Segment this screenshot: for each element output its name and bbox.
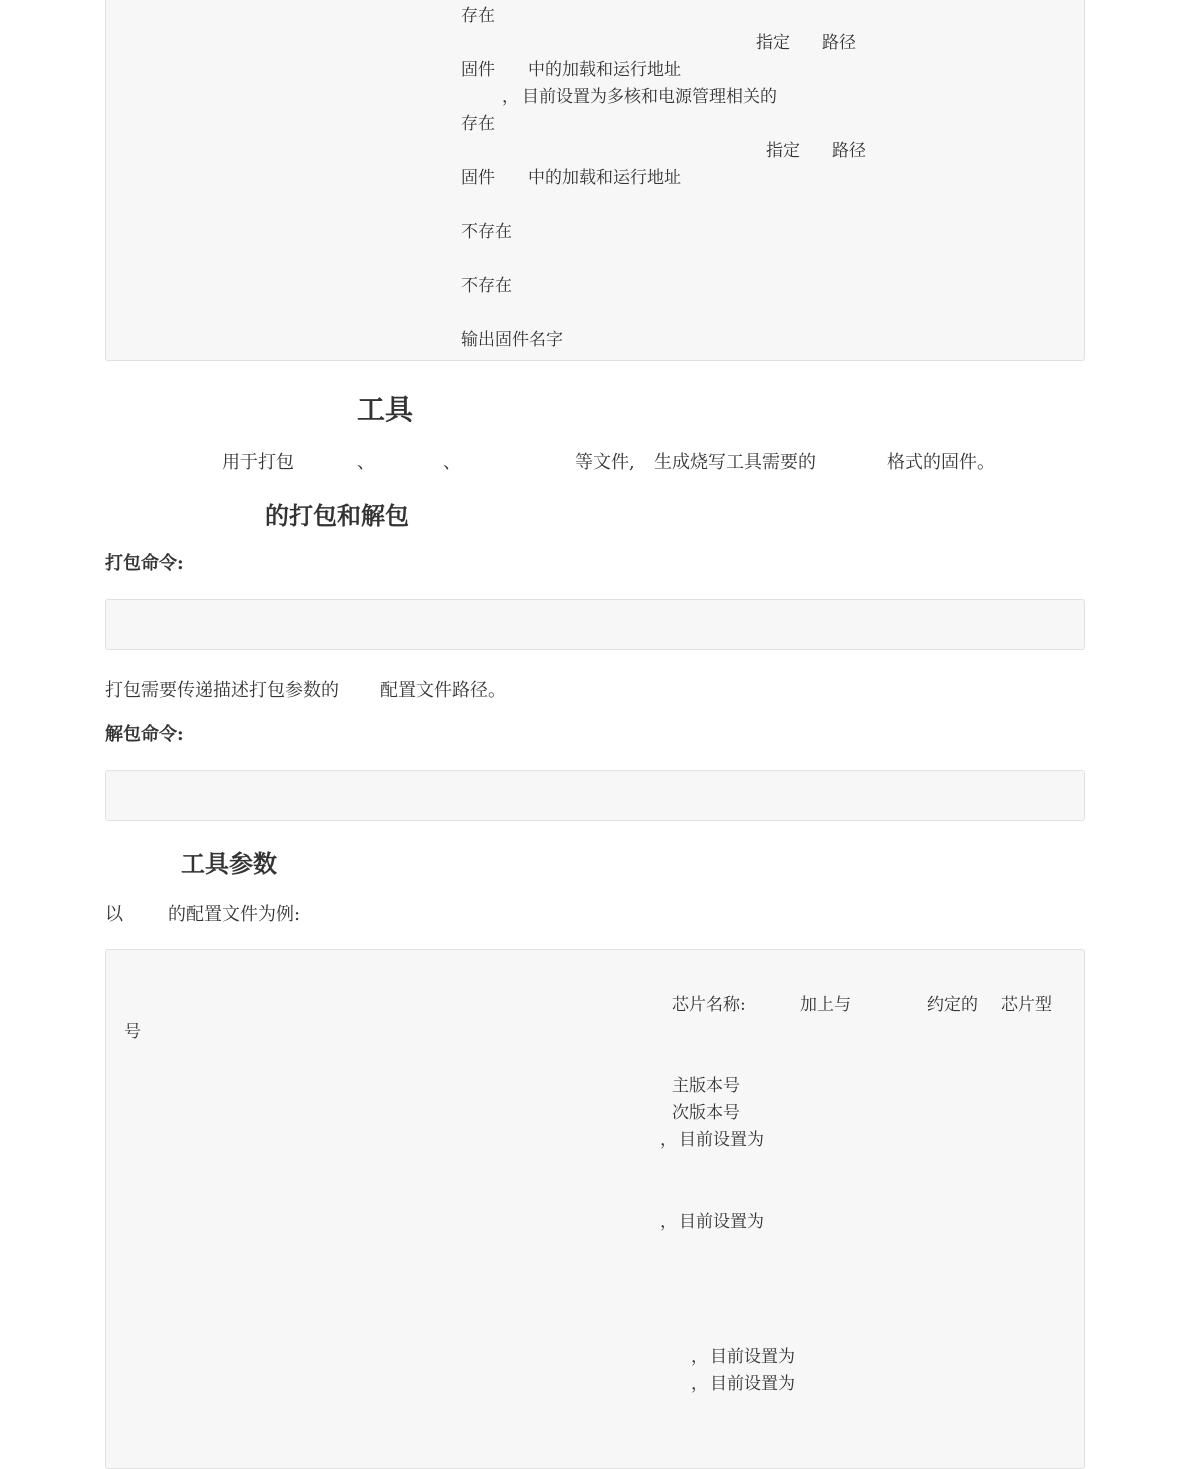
code-line: 号 bbox=[124, 1022, 141, 1042]
code-line: 不存在 bbox=[461, 222, 512, 242]
code-line: 主版本号 bbox=[672, 1076, 740, 1096]
top-code-block bbox=[105, 0, 1085, 361]
code-line: ， bbox=[660, 1130, 677, 1150]
code-line: 路径 bbox=[822, 33, 856, 53]
code-line: ， bbox=[691, 1374, 708, 1394]
code-line: 中的加载和运行地址 bbox=[528, 168, 681, 188]
pack-note-part: 打包需要传递描述打包参数的 bbox=[105, 680, 339, 701]
config-code-block bbox=[105, 949, 1085, 1469]
code-line: 存在 bbox=[461, 114, 495, 134]
code-line: 目前设置为 bbox=[710, 1374, 795, 1394]
tool-description-part: 、 bbox=[357, 452, 375, 473]
code-line: 固件 bbox=[461, 168, 495, 188]
code-line: 芯片名称: bbox=[672, 995, 746, 1015]
code-line: 加上与 bbox=[800, 995, 851, 1015]
pack-command-code-block bbox=[105, 599, 1085, 650]
code-line: 不存在 bbox=[461, 276, 512, 296]
code-line: ， bbox=[660, 1212, 677, 1232]
code-line: 目前设置为多核和电源管理相关的 bbox=[522, 87, 777, 107]
code-line: 目前设置为 bbox=[679, 1130, 764, 1150]
code-line: 指定 bbox=[756, 33, 790, 53]
code-line: 指定 bbox=[766, 141, 800, 161]
unpack-command-code-block bbox=[105, 770, 1085, 821]
code-line: 目前设置为 bbox=[710, 1347, 795, 1367]
code-line: 约定的 bbox=[927, 995, 978, 1015]
code-line: ， bbox=[502, 87, 519, 107]
pack-command-label: 打包命令: bbox=[105, 553, 184, 574]
pack-note-part: 配置文件路径。 bbox=[380, 680, 506, 701]
section-heading-tool: 工具 bbox=[357, 393, 414, 426]
tool-description-part: 生成烧写工具需要的 bbox=[654, 452, 816, 473]
section-heading-tool-params: 工具参数 bbox=[181, 849, 277, 878]
code-line: ， bbox=[691, 1347, 708, 1367]
section-heading-pack-unpack: 的打包和解包 bbox=[265, 501, 409, 530]
code-line: 目前设置为 bbox=[679, 1212, 764, 1232]
unpack-command-label: 解包命令: bbox=[105, 724, 184, 745]
params-intro-part: 以 bbox=[105, 904, 123, 925]
code-line: 中的加载和运行地址 bbox=[528, 60, 681, 80]
code-line: 存在 bbox=[461, 6, 495, 26]
params-intro-part: 的配置文件为例: bbox=[168, 904, 301, 925]
tool-description-part: 、 bbox=[443, 452, 461, 473]
tool-description-part: 用于打包 bbox=[222, 452, 294, 473]
tool-description-part: 等文件, bbox=[575, 452, 635, 473]
code-line: 固件 bbox=[461, 60, 495, 80]
code-line: 输出固件名字 bbox=[461, 330, 563, 350]
tool-description-part: 格式的固件。 bbox=[887, 452, 995, 473]
code-line: 路径 bbox=[832, 141, 866, 161]
code-line: 次版本号 bbox=[672, 1103, 740, 1123]
code-line: 芯片型 bbox=[1001, 995, 1052, 1015]
